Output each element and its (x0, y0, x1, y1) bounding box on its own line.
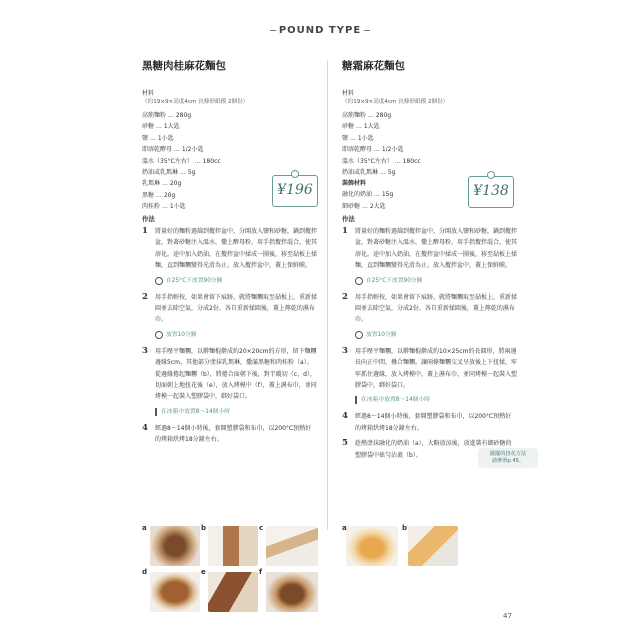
tip-text: 放置10分鐘 (166, 331, 197, 338)
finish-photo-a (346, 526, 398, 566)
photo-label: c (259, 524, 264, 532)
step-text: 用手指輕按，如果會留下痕跡，就將麵糰取至砧板上，重新揉圓並去除空氣，分成2份。各自重新揉圓後，蓋上擰乾的濕布巾。 (355, 293, 518, 324)
page-header (0, 18, 640, 37)
bubble-line: 擺擺的扭花方法 (489, 451, 527, 457)
ingredient-line: 溫水（35°C左右） … 180cc (142, 157, 221, 165)
bubble-line: 請參照p.45。 (491, 458, 525, 464)
ingredient-line: 融化的奶油 … 15g (342, 191, 394, 199)
price-tag: ¥138 (468, 176, 514, 208)
time-tip (155, 330, 317, 340)
tip-text: 在冰箱中放置8～14個小時 (161, 408, 231, 415)
ingredient-line: 鹽 … 1小匙 (142, 134, 174, 142)
step-photo-a (150, 526, 200, 566)
step-photo-d (150, 572, 200, 612)
ingredient-line: 細砂糖 … 2大匙 (342, 202, 386, 210)
step-number: 1 (142, 226, 148, 236)
step-text: 經過8～14個小時後，套開塑膠袋和布巾，以200°C預熱好的烤箱烘烤18分鐘左右。 (155, 424, 312, 444)
recipe-title: 黑糖肉桂麻花麵包 (142, 60, 226, 72)
fridge-icon (355, 396, 357, 404)
step-number: 2 (142, 291, 148, 302)
left-recipe-method (142, 214, 317, 450)
photo-label: b (402, 524, 408, 532)
photo-label: a (142, 524, 147, 532)
time-tip (355, 395, 517, 405)
decoration-label: 裝飾材料 (342, 180, 367, 188)
column-divider (327, 60, 328, 530)
step-photo-e (208, 572, 258, 612)
tip-text: 在冰箱中放置8～14個小時 (361, 397, 431, 404)
step-photo-c (266, 526, 318, 566)
ingredient-line: 黑糖 … 20g (142, 191, 176, 199)
reference-note-bubble (478, 448, 538, 468)
tip-text: 在25°C下放置90分鐘 (366, 277, 423, 284)
ingredient-line: 奶油或乳瑪琳 … 5g (142, 169, 196, 177)
step-text: 將量好的麵粉過篩到攪拌盆中，分開放入鹽和砂糖，鍋到攪拌盆，對著砂糖注入溫水，撒上酵母粉。用手指攪拌混合，使其溶化。途中加入奶油，在攪拌盆中揉成一團後，移至砧板上揉麵，直到麵糰變得光滑為止。放入攪拌盆中，蓋上保鮮膜。 (355, 228, 518, 270)
ingredient-line: 即溶乾酵母 … 1/2小匙 (142, 146, 204, 154)
ingredient-line: 奶油或乳瑪琳 … 5g (342, 169, 396, 177)
method-label: 作法 (342, 215, 355, 223)
photo-label: a (342, 524, 347, 532)
step-number: 4 (142, 422, 148, 433)
price-tag: ¥196 (272, 175, 318, 207)
step-number: 3 (342, 345, 348, 356)
ingredient-line: 乳瑪琳 … 20g (142, 180, 182, 188)
step (142, 346, 317, 403)
step-number: 4 (342, 411, 348, 422)
step (342, 226, 517, 272)
step-text: 趁熱塗抹融化的奶油（a），大略放涼後，放進裝有細砂糖的塑膠袋中搖勻沾裹（b）。 (355, 440, 512, 459)
photo-label: b (201, 524, 207, 532)
step-text: 用手指輕按，如果會留下痕跡，就將麵糰取至砧板上，重新揉圓並去除空氣，分成2份。各自重新揉圓後，蓋上擰乾的濕布巾。 (155, 293, 318, 324)
recipe-title: 糖霜麻花麵包 (342, 60, 405, 72)
materials-note: （約19×9×高度4cm 長條形紙模 2個份） (342, 99, 449, 105)
timer-icon (155, 277, 163, 285)
ingredient-line: 肉桂粉 … 1小匙 (142, 203, 186, 211)
fridge-icon (155, 408, 157, 416)
ingredient-line: 高筋麵粉 … 280g (342, 112, 392, 119)
time-tip (355, 276, 517, 286)
timer-icon (355, 331, 363, 339)
ingredient-line: 砂糖 … 1大匙 (342, 123, 380, 131)
time-tip (155, 407, 317, 417)
section-banner: POUND TYPE (257, 25, 383, 36)
step-text: 用手壓平麵糰，以擀麵棍擀成約10×25cm的長圓形，將兩邊長向正中間，疊合麵糰。讓兩條麵糰交叉呈放後上下扭揉，牢牢抓住邊緣，放入烤模中，蓋上濕布巾，並同烤模一起裝入塑膠袋中，綁好袋口。 (355, 347, 518, 390)
step (342, 346, 517, 392)
step-photo-f (266, 572, 318, 612)
materials-label: 材料 (142, 90, 155, 97)
tip-text: 在25°C下放置90分鐘 (166, 277, 223, 284)
ingredient-line: 即溶乾酵母 … 1/2小匙 (342, 146, 404, 154)
step-number: 3 (142, 345, 148, 356)
timer-icon (155, 331, 163, 339)
step-photo-b (208, 526, 258, 566)
step (342, 411, 517, 434)
photo-label: f (259, 568, 263, 576)
ingredient-line: 鹽 … 1小匙 (342, 134, 374, 142)
ingredient-line: 溫水（35°C左右） … 180cc (342, 157, 421, 165)
step-number: 5 (342, 438, 348, 449)
tip-text: 放置10分鐘 (366, 331, 397, 338)
step (342, 292, 517, 326)
step-number: 2 (342, 291, 348, 302)
materials-note: （約19×9×高度4cm 長條形紙模 2個份） (142, 99, 249, 105)
finish-photo-b (408, 526, 458, 566)
time-tip (155, 276, 317, 286)
step-text: 用手壓平麵糰，以擀麵棍擀成約20×20cm的方形，留下麵糰邊緣5cm，其他部分塗抹乳瑪琳，撒滿黑糖和肉桂粉（a）。從邊緣捲起麵糰（b），將捲合面朝下後，對半縱切（c、d），切面朝上地扭花後（e），放入烤模中（f），蓋上濕布巾，並同烤模一起裝入塑膠袋中，綁好袋口。 (155, 347, 317, 401)
ingredient-line: 高筋麵粉 … 280g (142, 112, 192, 119)
step (142, 226, 317, 272)
step-number: 1 (342, 226, 348, 236)
right-recipe-method (342, 214, 517, 465)
step-text: 將量好的麵粉過篩到攪拌盆中，分開放入鹽和砂糖，鍋到攪拌盆，對著砂糖注入溫水，撒上酵母粉。用手指攪拌混合，使其溶化。途中加入奶油，在攪拌盆中揉成一團後，移至砧板上揉麵，直到麵糰變得光滑為止。放入攪拌盆中，蓋上保鮮膜。 (155, 228, 318, 270)
materials-label: 材料 (342, 90, 355, 97)
step (142, 292, 317, 326)
method-label: 作法 (142, 215, 155, 223)
time-tip (355, 330, 517, 340)
step (142, 423, 317, 446)
timer-icon (355, 277, 363, 285)
page-number: 47 (503, 612, 512, 620)
ingredient-line: 砂糖 … 1大匙 (142, 123, 180, 131)
step-text: 經過8～14個小時後，套開塑膠袋和布巾，以200°C預熱好的烤箱烘烤18分鐘左右。 (355, 413, 512, 432)
photo-label: d (142, 568, 148, 576)
photo-label: e (201, 568, 206, 576)
